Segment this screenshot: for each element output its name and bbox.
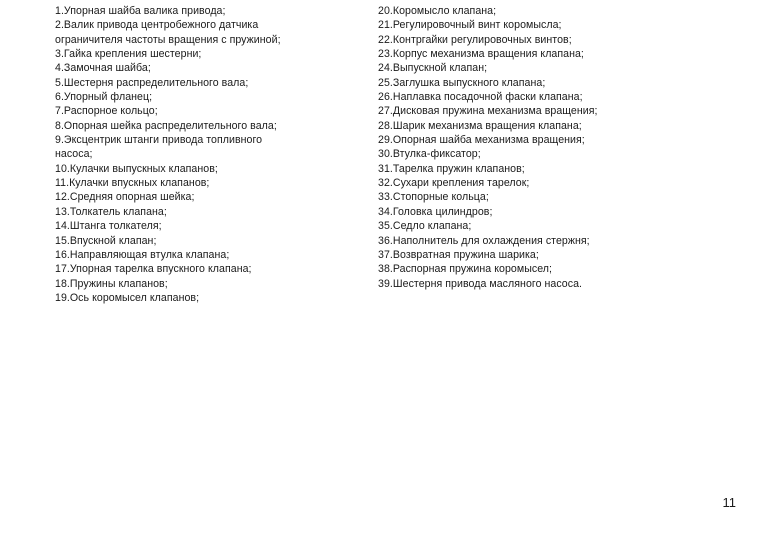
list-item: 37.Возвратная пружина шарика; (378, 248, 539, 261)
list-item: 2.Валик привода центробежного датчика (55, 19, 259, 32)
list-item: 14.Штанга толкателя; (55, 220, 162, 233)
list-item: насоса; (55, 148, 93, 161)
list-item: 30.Втулка-фиксатор; (378, 148, 481, 161)
list-item: 33.Стопорные кольца; (378, 191, 489, 204)
list-item: 31.Тарелка пружин клапанов; (378, 162, 525, 175)
list-item: 5.Шестерня распределительного вала; (55, 76, 249, 89)
list-item: 8.Опорная шейка распределительного вала; (55, 119, 277, 132)
list-item: 20.Коромысло клапана; (378, 5, 497, 17)
list-item: 34.Головка цилиндров; (378, 205, 493, 218)
list-item: 1.Упорная шайба валика привода; (55, 5, 226, 17)
list-item: 29.Опорная шайба механизма вращения; (378, 134, 585, 147)
parts-list-right (378, 4, 718, 291)
list-item: 16.Направляющая втулка клапана; (55, 248, 230, 261)
list-item: 13.Толкатель клапана; (55, 205, 167, 218)
list-item: 24.Выпускной клапан; (378, 62, 488, 75)
list-item: 19.Ось коромысел клапанов; (55, 291, 200, 304)
list-item: 28.Шарик механизма вращения клапана; (378, 119, 582, 132)
parts-list-left (55, 4, 355, 305)
list-item: 35.Седло клапана; (378, 220, 472, 233)
list-item: 18.Пружины клапанов; (55, 277, 168, 290)
page-number: 11 (722, 495, 736, 510)
list-item: 21.Регулировочный винт коромысла; (378, 19, 562, 32)
list-item: 38.Распорная пружина коромысел; (378, 263, 553, 276)
list-item: 3.Гайка крепления шестерни; (55, 48, 202, 61)
list-item: ограничителя частоты вращения с пружиной; (55, 33, 281, 46)
list-item: 11.Кулачки впускных клапанов; (55, 177, 210, 190)
list-item: 15.Впускной клапан; (55, 234, 157, 247)
list-item: 23.Корпус механизма вращения клапана; (378, 48, 584, 61)
list-item: 4.Замочная шайба; (55, 62, 151, 75)
list-item: 12.Средняя опорная шейка; (55, 191, 195, 204)
list-item: 27.Дисковая пружина механизма вращения; (378, 105, 598, 118)
list-item: 22.Контргайки регулировочных винтов; (378, 33, 572, 46)
list-item: 25.Заглушка выпускного клапана; (378, 76, 546, 89)
list-item: 26.Наплавка посадочной фаски клапана; (378, 91, 583, 104)
list-item: 39.Шестерня привода масляного насоса. (378, 277, 583, 290)
list-item: 6.Упорный фланец; (55, 91, 153, 104)
list-item: 17.Упорная тарелка впускного клапана; (55, 263, 252, 276)
list-item: 9.Эксцентрик штанги привода топливного (55, 134, 263, 147)
list-item: 7.Распорное кольцо; (55, 105, 158, 118)
list-item: 36.Наполнитель для охлаждения стержня; (378, 234, 590, 247)
list-item: 10.Кулачки выпускных клапанов; (55, 162, 218, 175)
list-item: 32.Сухари крепления тарелок; (378, 177, 530, 190)
